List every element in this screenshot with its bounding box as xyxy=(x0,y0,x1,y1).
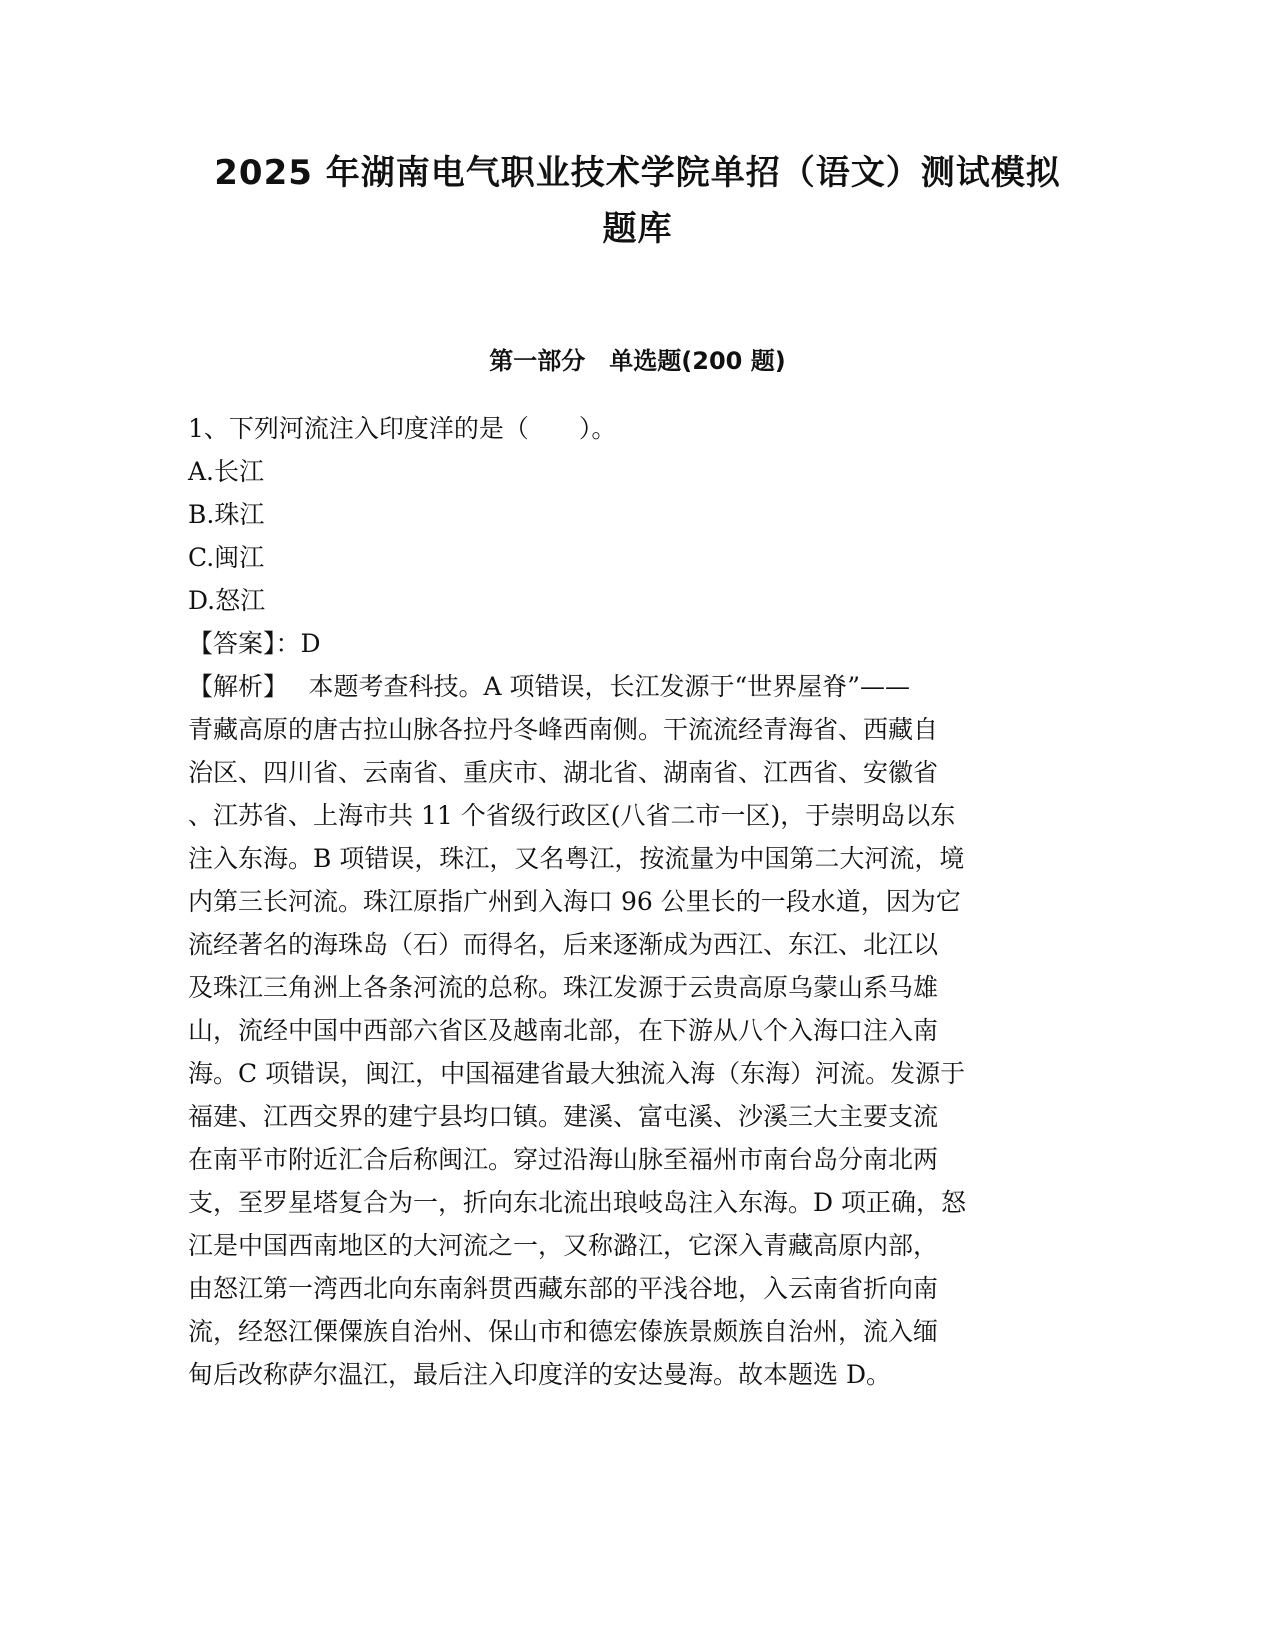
analysis-text-14: 江是中国西南地区的大河流之一，又称潞江，它深入青藏高原内部， xyxy=(188,1231,939,1260)
analysis-label: 【解析】 xyxy=(188,672,301,701)
analysis-text-4: 、江苏省、上海市共 11 个省级行政区(八省二市一区)，于崇明岛以东 xyxy=(188,801,956,830)
analysis-text-12: 在南平市附近汇合后称闽江。穿过沿海山脉至福州市南台岛分南北两 xyxy=(188,1145,939,1174)
analysis-text-6: 内第三长河流。珠江原指广州到入海口 96 公里长的一段水道，因为它 xyxy=(188,887,961,916)
analysis-text-10: 海。C 项错误，闽江，中国福建省最大独流入海（东海）河流。发源于 xyxy=(188,1059,966,1088)
analysis-text-15: 由怒江第一湾西北向东南斜贯西藏东部的平浅谷地，入云南省折向南 xyxy=(188,1274,939,1303)
page-title xyxy=(150,145,1125,257)
answer-line: 【答案】：D xyxy=(188,629,321,658)
analysis-text-1: 本题考查科技。A 项错误，长江发源于“世界屋脊”—— xyxy=(308,672,911,701)
analysis-text-5: 注入东海。B 项错误，珠江，又名粤江，按流量为中国第二大河流，境 xyxy=(188,844,965,873)
analysis-line-first xyxy=(188,665,1073,708)
option-b: B.珠江 xyxy=(188,500,265,529)
option-d: D.怒江 xyxy=(188,586,266,615)
option-a: A.长江 xyxy=(188,457,265,486)
analysis-text-17: 甸后改称萨尔温江，最后注入印度洋的安达曼海。故本题选 D。 xyxy=(188,1360,891,1389)
section-heading: 第一部分 单选题(200 题) xyxy=(489,347,786,375)
title-line-1: 2025 年湖南电气职业技术学院单招（语文）测试模拟 xyxy=(214,153,1061,193)
analysis-text-2: 青藏高原的唐古拉山脉各拉丹冬峰西南侧。干流流经青海省、西藏自 xyxy=(188,715,939,744)
option-c: C.闽江 xyxy=(188,543,265,572)
analysis-text-3: 治区、四川省、云南省、重庆市、湖北省、湖南省、江西省、安徽省 xyxy=(188,758,939,787)
analysis-text-13: 支，至罗星塔复合为一，折向东北流出琅岐岛注入东海。D 项正确，怒 xyxy=(188,1188,966,1217)
question-block xyxy=(188,407,1073,1396)
analysis-text-9: 山，流经中国中西部六省区及越南北部，在下游从八个入海口注入南 xyxy=(188,1016,939,1045)
analysis-text-7: 流经著名的海珠岛（石）而得名，后来逐渐成为西江、东江、北江以 xyxy=(188,930,939,959)
analysis-text-11: 福建、江西交界的建宁县均口镇。建溪、富屯溪、沙溪三大主要支流 xyxy=(188,1102,939,1131)
question-stem: 1、下列河流注入印度洋的是（ ）。 xyxy=(188,414,617,443)
analysis-text-16: 流，经怒江傈僳族自治州、保山市和德宏傣族景颇族自治州，流入缅 xyxy=(188,1317,939,1346)
analysis-text-8: 及珠江三角洲上各条河流的总称。珠江发源于云贵高原乌蒙山系马雄 xyxy=(188,973,939,1002)
title-line-2: 题库 xyxy=(602,209,673,249)
